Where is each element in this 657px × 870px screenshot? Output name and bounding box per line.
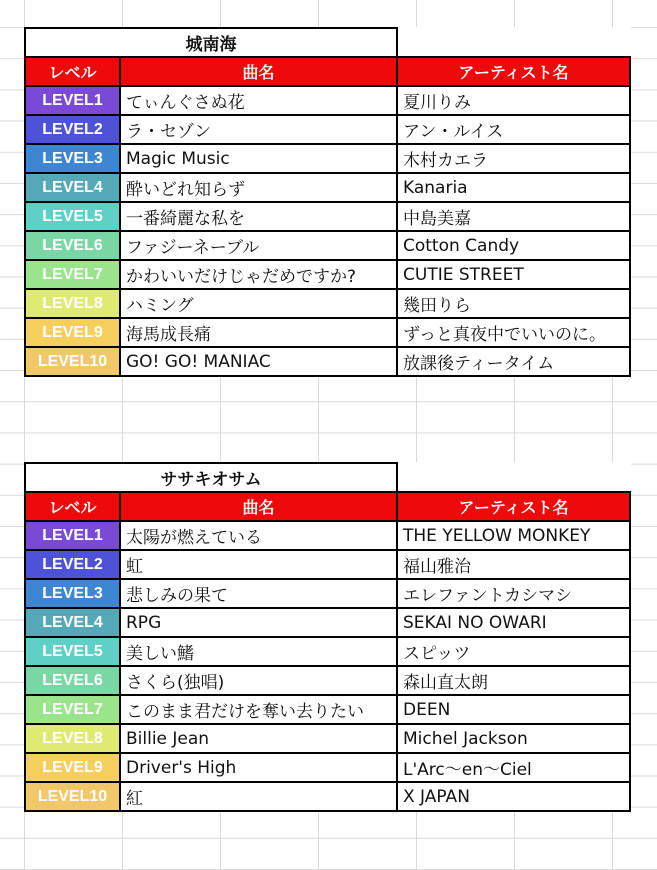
- song-cell[interactable]: 太陽が燃えている: [120, 521, 397, 550]
- level-cell[interactable]: LEVEL5: [25, 637, 120, 666]
- table-header-row: [25, 492, 630, 521]
- header-artist[interactable]: アーティスト名: [397, 492, 630, 521]
- song-cell[interactable]: RPG: [120, 608, 397, 637]
- level-cell[interactable]: LEVEL8: [25, 289, 120, 318]
- song-cell[interactable]: さくら(独唱): [120, 666, 397, 695]
- level-cell[interactable]: LEVEL8: [25, 724, 120, 753]
- table-row: [25, 144, 630, 173]
- artist-cell[interactable]: ずっと真夜中でいいのに。: [397, 318, 630, 347]
- table-row: [25, 753, 630, 782]
- level-cell[interactable]: LEVEL2: [25, 550, 120, 579]
- artist-cell[interactable]: 森山直太朗: [397, 666, 630, 695]
- artist-cell[interactable]: L'Arc〜en〜Ciel: [397, 753, 630, 782]
- song-cell[interactable]: ファジーネーブル: [120, 231, 397, 260]
- table-row: [25, 724, 630, 753]
- table-row: [25, 202, 630, 231]
- song-cell[interactable]: 虹: [120, 550, 397, 579]
- song-cell[interactable]: てぃんぐさぬ花: [120, 86, 397, 115]
- song-cell[interactable]: GO! GO! MANIAC: [120, 347, 397, 376]
- artist-cell[interactable]: SEKAI NO OWARI: [397, 608, 630, 637]
- artist-cell[interactable]: 木村カエラ: [397, 144, 630, 173]
- level-cell[interactable]: LEVEL2: [25, 115, 120, 144]
- level-cell[interactable]: LEVEL6: [25, 666, 120, 695]
- level-cell[interactable]: LEVEL4: [25, 608, 120, 637]
- level-cell[interactable]: LEVEL6: [25, 231, 120, 260]
- header-level[interactable]: レベル: [25, 492, 120, 521]
- artist-cell[interactable]: CUTIE STREET: [397, 260, 630, 289]
- header-level[interactable]: レベル: [25, 57, 120, 86]
- table-row: [25, 86, 630, 115]
- table-row: [25, 550, 630, 579]
- table-header-row: [25, 57, 630, 86]
- table-title-row: [25, 28, 630, 57]
- table-row: [25, 318, 630, 347]
- artist-cell[interactable]: 福山雅治: [397, 550, 630, 579]
- song-cell[interactable]: 悲しみの果て: [120, 579, 397, 608]
- table-title-row: [25, 463, 630, 492]
- empty-cell[interactable]: [397, 28, 630, 57]
- artist-cell[interactable]: 幾田りら: [397, 289, 630, 318]
- level-cell[interactable]: LEVEL10: [25, 347, 120, 376]
- artist-cell[interactable]: DEEN: [397, 695, 630, 724]
- song-table: [24, 27, 631, 377]
- header-song[interactable]: 曲名: [120, 492, 397, 521]
- table-row: [25, 521, 630, 550]
- song-cell[interactable]: ハミング: [120, 289, 397, 318]
- table-row: [25, 115, 630, 144]
- empty-cell[interactable]: [397, 463, 630, 492]
- table-row: [25, 666, 630, 695]
- song-cell[interactable]: 酔いどれ知らず: [120, 173, 397, 202]
- header-artist[interactable]: アーティスト名: [397, 57, 630, 86]
- song-cell[interactable]: 紅: [120, 782, 397, 811]
- table-row: [25, 173, 630, 202]
- level-cell[interactable]: LEVEL9: [25, 318, 120, 347]
- artist-cell[interactable]: 放課後ティータイム: [397, 347, 630, 376]
- table-title[interactable]: ササキオサム: [25, 463, 397, 492]
- artist-cell[interactable]: Cotton Candy: [397, 231, 630, 260]
- artist-cell[interactable]: スピッツ: [397, 637, 630, 666]
- level-cell[interactable]: LEVEL1: [25, 86, 120, 115]
- level-cell[interactable]: LEVEL7: [25, 695, 120, 724]
- table-row: [25, 695, 630, 724]
- level-cell[interactable]: LEVEL7: [25, 260, 120, 289]
- level-cell[interactable]: LEVEL4: [25, 173, 120, 202]
- artist-cell[interactable]: Kanaria: [397, 173, 630, 202]
- artist-cell[interactable]: アン・ルイス: [397, 115, 630, 144]
- level-cell[interactable]: LEVEL1: [25, 521, 120, 550]
- table-row: [25, 637, 630, 666]
- artist-cell[interactable]: 中島美嘉: [397, 202, 630, 231]
- song-cell[interactable]: Magic Music: [120, 144, 397, 173]
- song-cell[interactable]: ラ・セゾン: [120, 115, 397, 144]
- table-row: [25, 579, 630, 608]
- table-row: [25, 289, 630, 318]
- artist-cell[interactable]: X JAPAN: [397, 782, 630, 811]
- table-title[interactable]: 城南海: [25, 28, 397, 57]
- artist-cell[interactable]: Michel Jackson: [397, 724, 630, 753]
- song-cell[interactable]: 海馬成長痛: [120, 318, 397, 347]
- table-row: [25, 347, 630, 376]
- song-cell[interactable]: Billie Jean: [120, 724, 397, 753]
- song-cell[interactable]: Driver's High: [120, 753, 397, 782]
- artist-cell[interactable]: エレファントカシマシ: [397, 579, 630, 608]
- level-cell[interactable]: LEVEL5: [25, 202, 120, 231]
- song-cell[interactable]: 一番綺麗な私を: [120, 202, 397, 231]
- song-cell[interactable]: 美しい鰭: [120, 637, 397, 666]
- level-cell[interactable]: LEVEL10: [25, 782, 120, 811]
- artist-cell[interactable]: THE YELLOW MONKEY: [397, 521, 630, 550]
- song-table: [24, 462, 631, 812]
- header-song[interactable]: 曲名: [120, 57, 397, 86]
- table-row: [25, 231, 630, 260]
- song-cell[interactable]: かわいいだけじゃだめですか?: [120, 260, 397, 289]
- table-row: [25, 608, 630, 637]
- song-cell[interactable]: このまま君だけを奪い去りたい: [120, 695, 397, 724]
- level-cell[interactable]: LEVEL3: [25, 144, 120, 173]
- level-cell[interactable]: LEVEL3: [25, 579, 120, 608]
- level-cell[interactable]: LEVEL9: [25, 753, 120, 782]
- artist-cell[interactable]: 夏川りみ: [397, 86, 630, 115]
- table-row: [25, 782, 630, 811]
- table-row: [25, 260, 630, 289]
